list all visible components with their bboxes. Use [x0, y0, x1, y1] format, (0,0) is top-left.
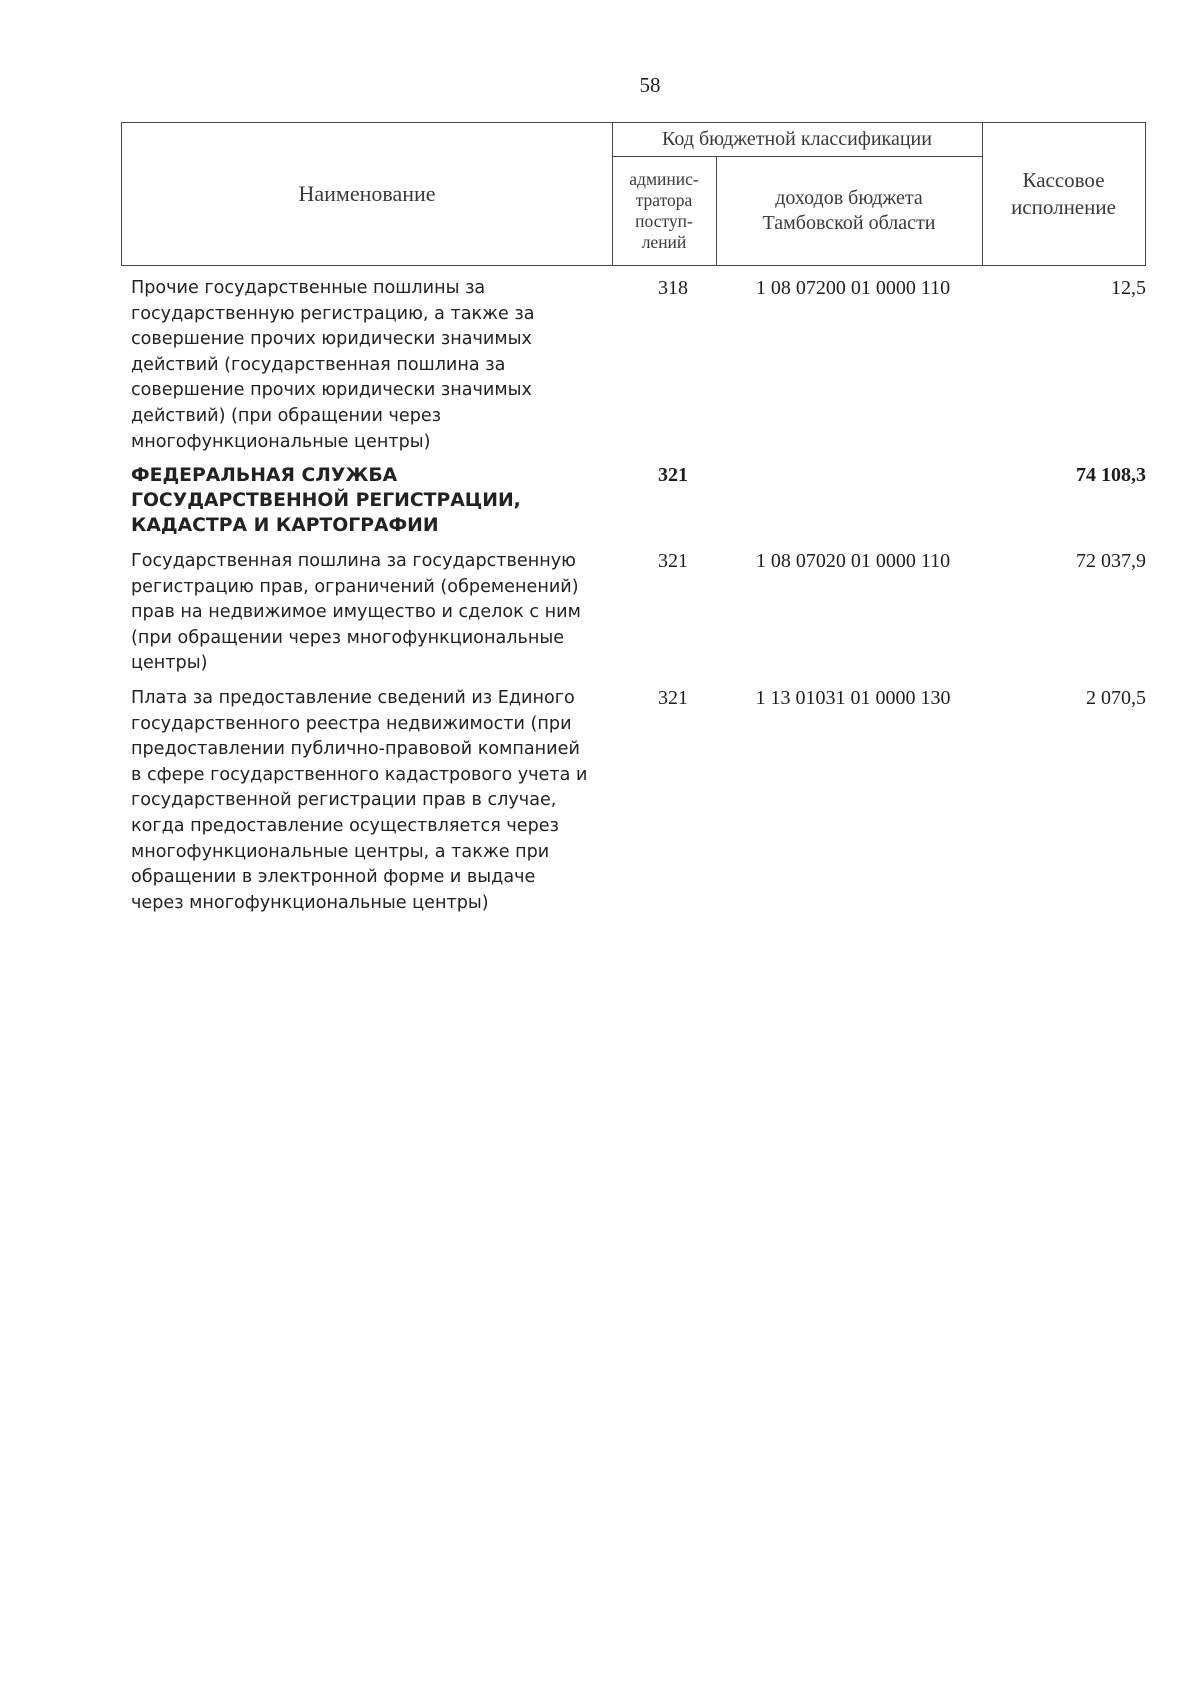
- row-budget-code: 1 08 07020 01 0000 110: [755, 550, 951, 572]
- header-cash-line: исполнение: [1011, 195, 1116, 219]
- header-admin-line: поступ-: [635, 210, 693, 231]
- table-row: [121, 276, 1146, 461]
- row-name-line: многофункциональные центры): [131, 431, 431, 452]
- row-name-line: (при обращении через многофункциональные: [131, 627, 565, 648]
- row-name: [131, 276, 611, 455]
- table-row: [121, 686, 1146, 921]
- row-name-line: государственной регистрации прав в случае,: [131, 790, 557, 811]
- header-code-group: Код бюджетной классификации: [662, 128, 932, 150]
- row-admin-code: 321: [658, 550, 688, 572]
- header-admin-line: лений: [641, 231, 687, 252]
- row-name-line: совершение прочих юридически значимых: [131, 329, 532, 350]
- header-divider: [612, 156, 982, 157]
- row-name-line: Государственная пошлина за государственную: [131, 551, 576, 571]
- row-admin-code: 321: [658, 464, 688, 486]
- page-number: 58: [639, 73, 661, 97]
- row-name-line: государственного реестра недвижимости (при: [131, 713, 572, 734]
- header-name: Наименование: [298, 181, 436, 206]
- row-name-line: многофункциональные центры, а также при: [131, 841, 550, 862]
- row-name-line: центры): [131, 653, 208, 674]
- row-name: [131, 463, 611, 538]
- header-divider: [716, 156, 717, 265]
- row-admin-code: 321: [658, 687, 688, 709]
- row-name-line: прав на недвижимое имущество и сделок с ним: [131, 602, 581, 623]
- row-name-line: Прочие государственные пошлины за: [131, 278, 486, 298]
- row-name-line: через многофункциональные центры): [131, 892, 489, 913]
- header-admin-line: тратора: [635, 189, 693, 210]
- row-name-line: в сфере государственного кадастрового учета и: [131, 764, 588, 785]
- row-admin-code: 318: [658, 277, 688, 299]
- row-name-line: государственную регистрацию, а также за: [131, 303, 535, 324]
- row-amount: 74 108,3: [1076, 464, 1146, 486]
- header-income-line: Тамбовской области: [762, 211, 936, 234]
- header-income: [716, 156, 982, 265]
- row-name-line: совершение прочих юридически значимых: [131, 380, 532, 401]
- table-row-section: [121, 463, 1146, 543]
- header-admin: [612, 156, 716, 265]
- header-cash: [982, 123, 1145, 265]
- header-divider: [612, 123, 613, 265]
- row-name-line: ГОСУДАРСТВЕННОЙ РЕГИСТРАЦИИ,: [131, 490, 521, 511]
- row-name: [131, 549, 611, 677]
- header-divider: [982, 123, 983, 265]
- row-name: [131, 686, 611, 916]
- row-name-line: предоставлении публично-правовой компанией: [131, 739, 580, 760]
- row-name-line: обращении в электронной форме и выдаче: [131, 867, 536, 888]
- row-name-line: действий) (при обращении через: [131, 405, 442, 426]
- table-header: [121, 122, 1146, 266]
- table-row: [121, 549, 1146, 679]
- header-income-line: доходов бюджета: [775, 186, 923, 209]
- row-budget-code: 1 08 07200 01 0000 110: [755, 277, 951, 299]
- header-cash-line: Кассовое: [1022, 168, 1105, 192]
- row-name-line: КАДАСТРА И КАРТОГРАФИИ: [131, 515, 439, 536]
- row-amount: 2 070,5: [1086, 687, 1146, 709]
- header-admin-line: админис-: [629, 168, 699, 189]
- row-name-line: регистрацию прав, ограничений (обременений): [131, 576, 579, 597]
- row-name-line: Плата за предоставление сведений из Единого: [131, 688, 575, 708]
- row-budget-code: 1 13 01031 01 0000 130: [755, 687, 951, 709]
- row-amount: 72 037,9: [1076, 550, 1146, 572]
- row-name-line: когда предоставление осуществляется через: [131, 815, 559, 836]
- row-name-line: ФЕДЕРАЛЬНАЯ СЛУЖБА: [131, 465, 398, 486]
- row-name-line: действий (государственная пошлина за: [131, 354, 506, 375]
- row-amount: 12,5: [1111, 277, 1146, 299]
